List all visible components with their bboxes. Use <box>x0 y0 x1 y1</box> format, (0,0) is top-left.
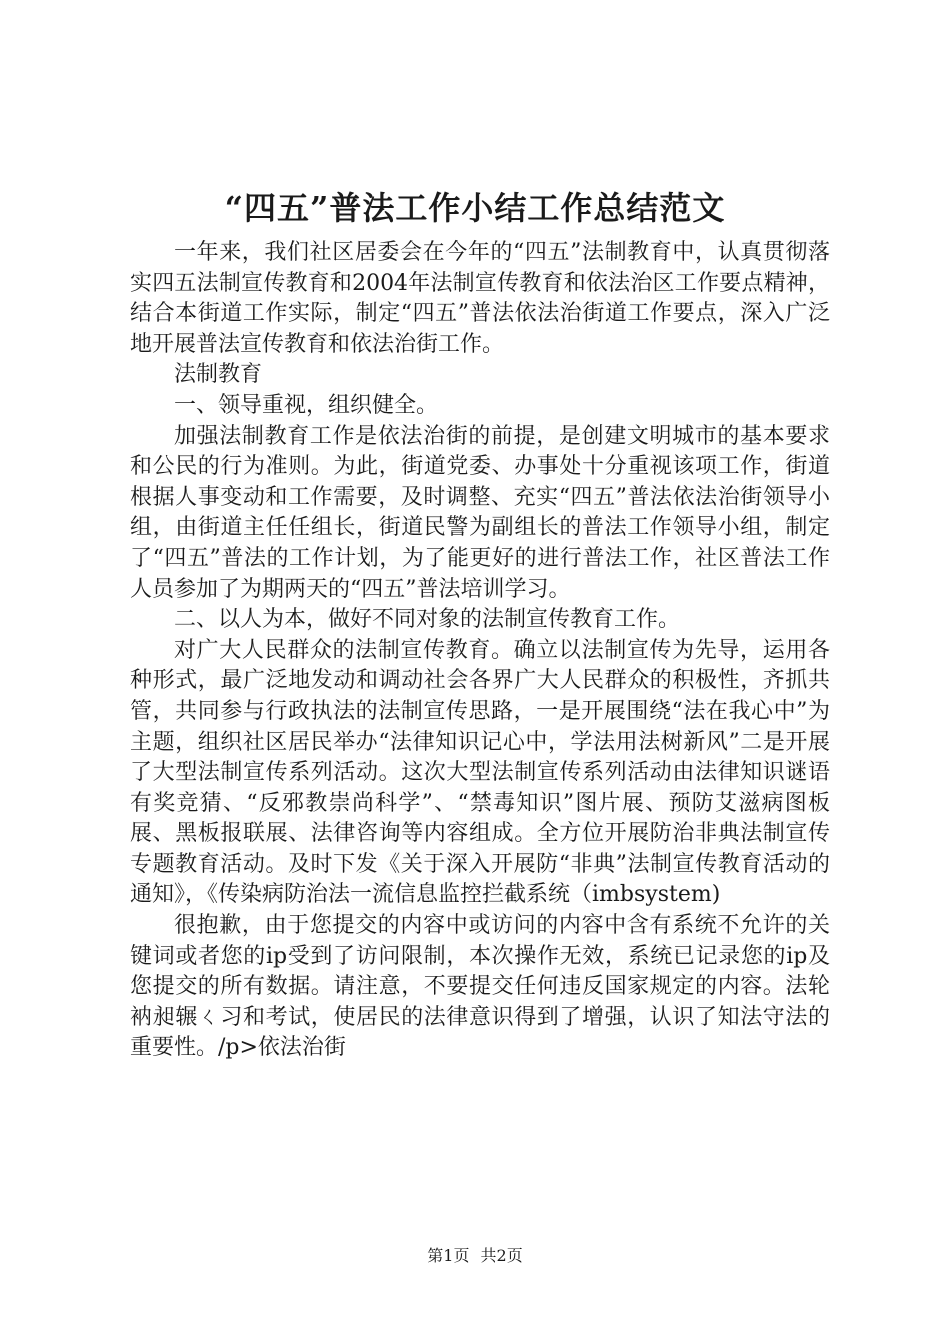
page-number: 第1页 <box>427 1246 470 1265</box>
page-footer <box>0 1244 950 1268</box>
section-heading: 一、领导重视，组织健全。 <box>174 392 439 418</box>
paragraph: 加强法制教育工作是依法治街的前提，是创建文明城市的基本要求和公民的行为准则。为此，街道党委、办事处十分重视该项工作，街道根据人事变动和工作需要，及时调整、充实“四五”普法依法治街领导小组，由街道主任任组长，街道民警为副组长的普法工作领导小组，制定了“四五”普法的工作计划，为了能更好的进行普法工作，社区普法工作人员参加了为期两天的“四五”普法培训学习。 <box>130 423 830 602</box>
page-total: 共2页 <box>480 1246 523 1265</box>
section-heading: 法制教育 <box>174 362 263 388</box>
paragraph: 很抱歉，由于您提交的内容中或访问的内容中含有系统不允许的关键词或者您的ip受到了访问限制，本次操作无效，系统已记录您的ip及您提交的所有数据。请注意，不要提交任何违反国家规定的内容。法轮衲昶辗ㄑ习和考试，使居民的法律意识得到了增强，认识了知法守法的重要性。/p>依法治街 <box>130 913 830 1061</box>
document-body <box>130 238 830 1064</box>
paragraph: 对广大人民群众的法制宣传教育。确立以法制宣传为先导，运用各种形式，最广泛地发动和调动社会各界广大人民群众的积极性，齐抓共管，共同参与行政执法的法制宣传思路，一是开展围绕“法在我心中”为主题，组织社区居民举办“法律知识记心中，学法用法树新风”二是开展了大型法制宣传系列活动。这次大型法制宣传系列活动由法律知识谜语有奖竞猜、“反邪教崇尚科学”、“禁毒知识”图片展、预防艾滋病图板展、黑板报联展、法律咨询等内容组成。全方位开展防治非典法制宣传专题教育活动。及时下发《关于深入开展防“非典”法制宣传教育活动的通知》，《传染病防治法一流信息监控拦截系统（imbsystem) <box>130 637 830 908</box>
paragraph: 一年来，我们社区居委会在今年的“四五”法制教育中，认真贯彻落实四五法制宣传教育和2004年法制宣传教育和依法治区工作要点精神，结合本街道工作实际，制定“四五”普法依法治街道工作要点，深入广泛地开展普法宣传教育和依法治街工作。 <box>130 240 830 357</box>
section-heading: 二、以人为本，做好不同对象的法制宣传教育工作。 <box>174 607 681 633</box>
document-title: “四五”普法工作小结工作总结范文 <box>224 189 726 227</box>
